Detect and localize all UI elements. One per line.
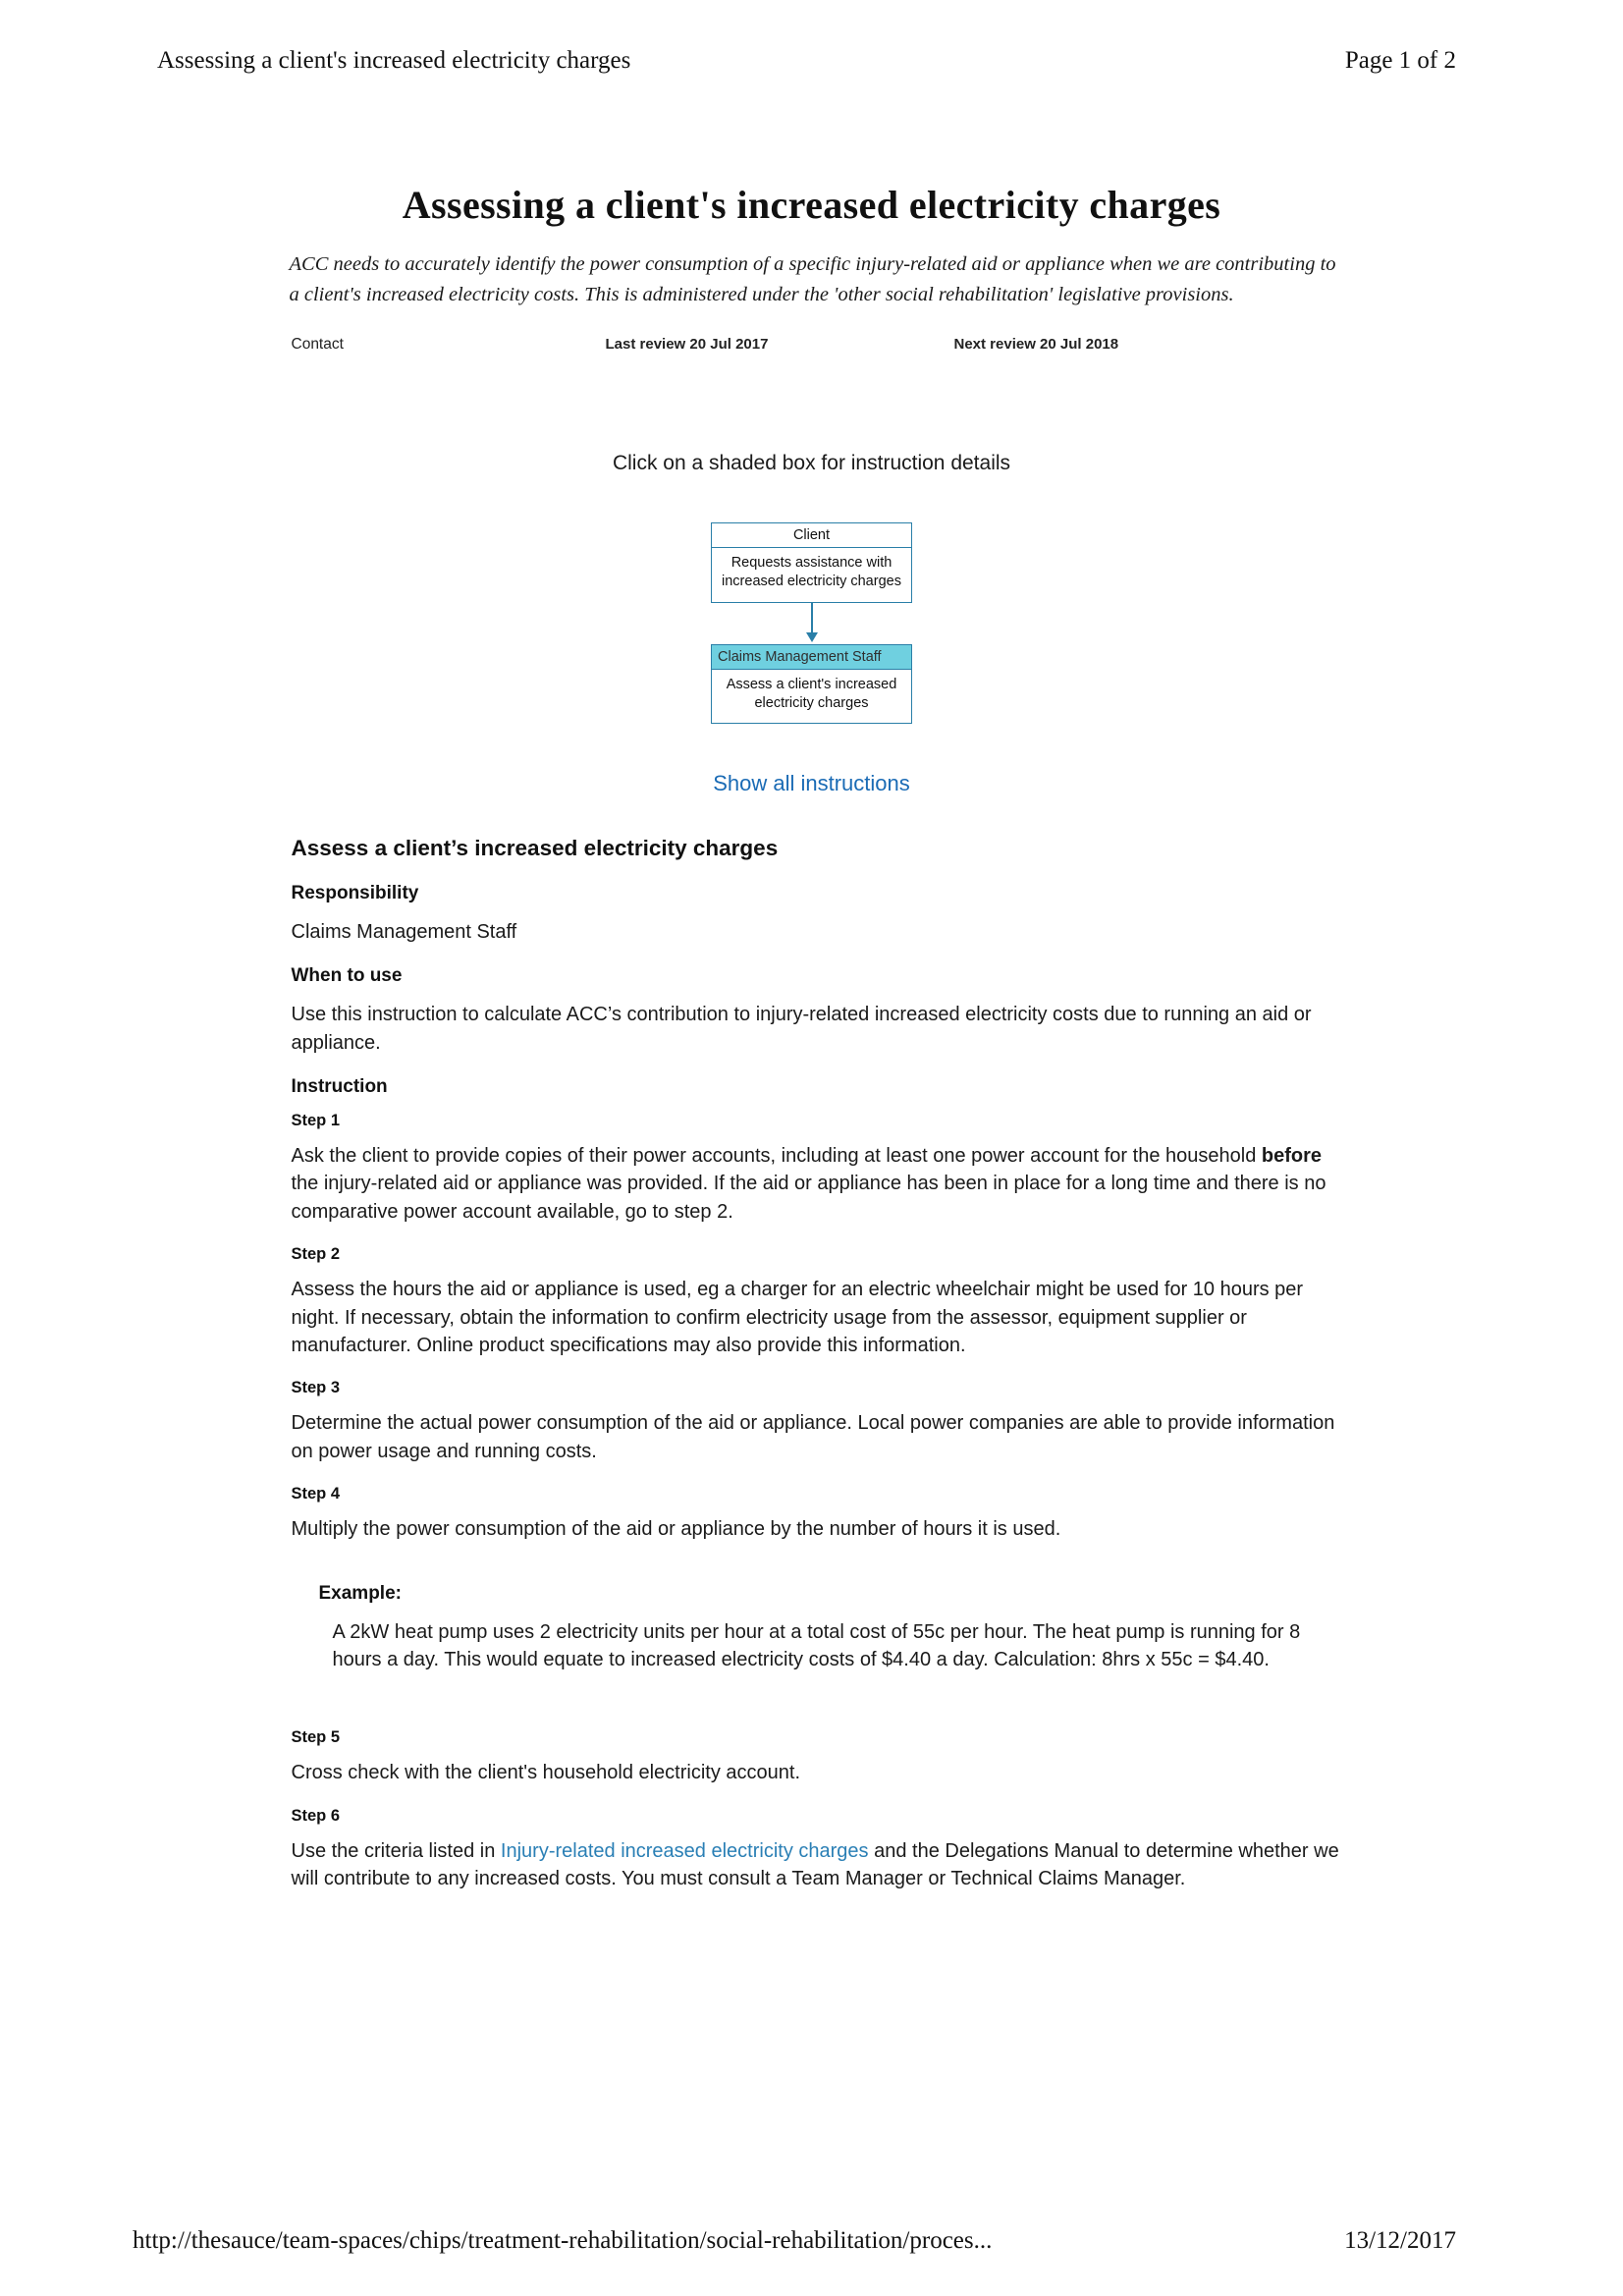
step-5-label: Step 5 — [291, 1728, 341, 1747]
when-to-use-label: When to use — [291, 965, 403, 987]
step-1-text-before: Ask the client to provide copies of their power accounts, including at least one power account for the household — [291, 1144, 1262, 1167]
flowchart-hint: Click on a shaded box for instruction details — [612, 452, 1011, 475]
responsibility-label: Responsibility — [291, 882, 419, 903]
flow-node-claims-action: Assess a client's increased electricity charges — [726, 676, 897, 711]
last-review-date: Last review 20 Jul 2017 — [605, 336, 769, 354]
step-1-emphasis: before — [1261, 1144, 1322, 1167]
document-body — [0, 182, 1623, 1912]
step-1-text-after: the injury-related aid or appliance was provided. If the aid or appliance has been in place for a long time and there is no comparative power account available, go to step 2. — [291, 1173, 1326, 1223]
next-review-date: Next review 20 Jul 2018 — [953, 336, 1119, 354]
when-to-use-value: Use this instruction to calculate ACC’s contribution to injury-related increased electricity costs due to running an aid or appliance. — [291, 1004, 1312, 1054]
instruction-section — [282, 836, 1342, 1893]
step-6-text-after: and the Delegations Manual to determine whether we will contribute to any increased costs. You must consult a Team Manager or Technical Claims Manager. — [291, 1839, 1339, 1890]
instruction-label: Instruction — [291, 1075, 388, 1097]
document-intro: ACC needs to accurately identify the power consumption of a specific injury-related aid or appliance when we are contributing to a client's increased electricity costs. This is administered under the 'other social rehabilitation' legislative provisions. — [289, 253, 1336, 306]
step-4-text: Multiply the power consumption of the aid or appliance by the number of hours it is used. — [291, 1518, 1061, 1541]
print-footer-date: 13/12/2017 — [1344, 2227, 1456, 2254]
step-2-text: Assess the hours the aid or appliance is used, eg a charger for an electric wheelchair might be used for 10 hours per night. If necessary, obtain the information to confirm electricity usage from the assessor, equipment supplier or manufacturer. Online product specifications may also provide this information. — [291, 1279, 1304, 1356]
step-4-label: Step 4 — [291, 1485, 341, 1503]
example-label: Example: — [318, 1582, 402, 1604]
document-meta — [282, 336, 1342, 354]
example-text: A 2kW heat pump uses 2 electricity units per hour at a total cost of 55c per hour. The heat pump is running for 8 hours a day. This would equate to increased electricity costs of $4.40 a day. Calculation: 8hrs x 55c = $4.40. — [332, 1620, 1301, 1670]
flow-node-client[interactable] — [711, 522, 912, 602]
step-6-label: Step 6 — [291, 1806, 341, 1825]
flow-node-claims-role: Claims Management Staff — [712, 645, 911, 670]
print-header-title: Assessing a client's increased electricity charges — [157, 47, 631, 74]
print-header — [0, 47, 1623, 75]
injury-related-charges-link[interactable]: Injury-related increased electricity charges — [500, 1839, 869, 1862]
step-3-text: Determine the actual power consumption of the aid or appliance. Local power companies are able to provide information on power usage and running costs. — [291, 1412, 1335, 1462]
example-block — [319, 1583, 1342, 1674]
step-3-label: Step 3 — [291, 1379, 341, 1397]
step-2-label: Step 2 — [291, 1245, 341, 1264]
flow-node-client-role: Client — [712, 523, 911, 548]
flow-arrow-icon — [711, 603, 912, 644]
step-1-text — [292, 1142, 1342, 1226]
responsibility-value: Claims Management Staff — [291, 920, 517, 943]
print-footer — [0, 2227, 1623, 2255]
show-all-instructions-link[interactable]: Show all instructions — [713, 770, 910, 795]
process-flowchart — [711, 522, 912, 724]
step-6-text-before: Use the criteria listed in — [291, 1839, 501, 1862]
contact-link[interactable]: Contact — [291, 336, 344, 354]
flow-node-claims-management-staff[interactable] — [711, 644, 912, 724]
page-title: Assessing a client's increased electricity charges — [402, 183, 1221, 227]
print-footer-url: http://thesauce/team-spaces/chips/treatment-rehabilitation/social-rehabilitation/proces... — [133, 2227, 993, 2254]
step-1-label: Step 1 — [291, 1111, 341, 1129]
flow-node-client-action: Requests assistance with increased electricity charges — [722, 555, 901, 590]
print-header-page-number: Page 1 of 2 — [1344, 47, 1456, 74]
step-6-text — [292, 1837, 1342, 1893]
instruction-heading: Assess a client’s increased electricity charges — [291, 835, 779, 860]
step-5-text: Cross check with the client's household electricity account. — [291, 1762, 801, 1784]
